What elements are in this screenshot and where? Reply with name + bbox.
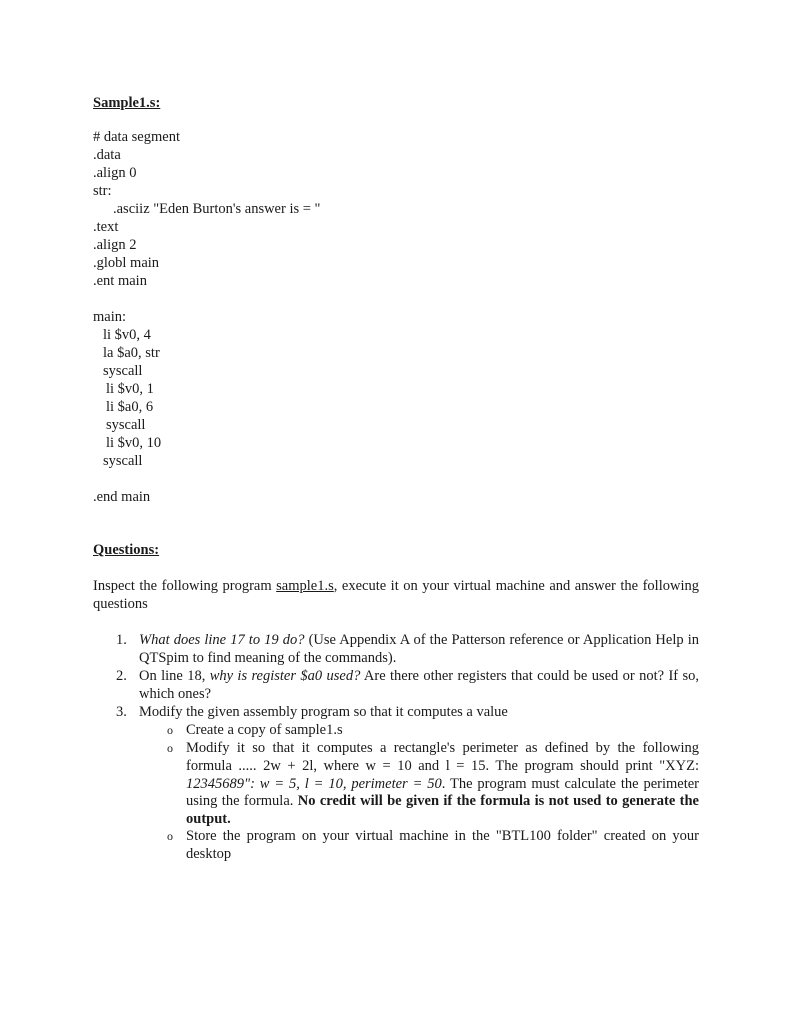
code-line: # data segment xyxy=(93,129,180,145)
code-line: .globl main xyxy=(93,255,160,271)
code-line: li $v0, 10 xyxy=(106,435,162,451)
code-line: .align 0 xyxy=(93,165,137,181)
code-line: .align 2 xyxy=(93,237,137,253)
code-line: .end main xyxy=(93,489,151,505)
code-line: .text xyxy=(93,219,119,235)
code-line: str: xyxy=(93,183,112,199)
sample-heading: Sample1.s: xyxy=(93,95,161,111)
code-line: main: xyxy=(93,309,127,325)
question-3: Modify the given assembly program so that it computes a value xyxy=(139,704,508,720)
subitem-3: Store the program on your virtual machine in the "BTL100 folder" created on your desktop xyxy=(186,828,699,862)
code-line: .asciiz "Eden Burton's answer is = " xyxy=(113,201,321,217)
sample-file-link: sample1.s xyxy=(276,578,334,594)
code-line: .ent main xyxy=(93,273,147,289)
circle-bullet-icon: o xyxy=(167,829,173,843)
code-line: li $v0, 4 xyxy=(103,327,151,343)
code-line: syscall xyxy=(106,417,146,433)
intro-paragraph: Inspect the following program sample1.s, execute it on your virtual machine and answer the following questions xyxy=(93,578,699,612)
circle-bullet-icon: o xyxy=(167,741,173,755)
question-number: 3. xyxy=(116,704,127,720)
subitem-1: Create a copy of sample1.s xyxy=(186,722,343,738)
questions-heading: Questions: xyxy=(93,542,160,558)
code-line: syscall xyxy=(103,363,143,379)
code-line: la $a0, str xyxy=(103,345,160,361)
code-line: li $v0, 1 xyxy=(106,381,154,397)
code-line: .data xyxy=(93,147,121,163)
question-1: What does line 17 to 19 do? (Use Appendix A of the Patterson reference or Application Help in QTSpim to find meaning of the commands). xyxy=(139,632,699,666)
subitem-2: Modify it so that it computes a rectangle's perimeter as defined by the following formula ..... 2w + 2l, where w = 10 and l = 15. The program should print "XYZ: 12345689": w = 5, l = 10, perimeter = 50. The program must calculate the perimeter using the formula. No credit will be given if the formula is not used to generate the output. xyxy=(186,740,699,828)
code-line: li $a0, 6 xyxy=(106,399,154,415)
code-line: syscall xyxy=(103,453,143,469)
question-2: On line 18, why is register $a0 used? Are there other registers that could be used or not? If so, which ones? xyxy=(139,668,699,702)
question-number: 2. xyxy=(116,668,127,684)
question-number: 1. xyxy=(116,632,127,648)
circle-bullet-icon: o xyxy=(167,723,173,737)
